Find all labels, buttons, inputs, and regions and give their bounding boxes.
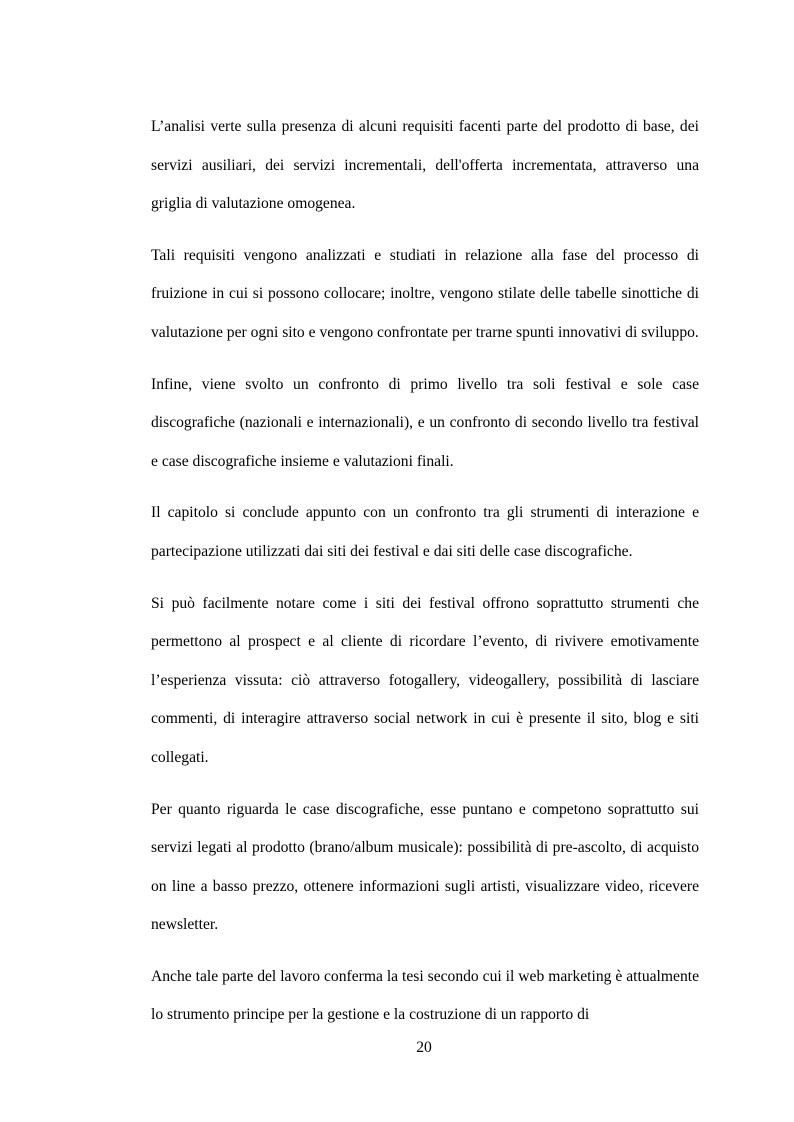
paragraph-7: Anche tale parte del lavoro conferma la tesi secondo cui il web marketing è attualmente lo strumento principe per la gestione e la costruzione di un rapporto di bbox=[151, 967, 699, 1024]
paragraph-2: Tali requisiti vengono analizzati e studiati in relazione alla fase del processo di fruizione in cui si possono collocare; inoltre, vengono stilate delle tabelle sinottiche di valutazione per ogni sito e vengono confrontate per trarne spunti innovativi di sviluppo. bbox=[151, 246, 699, 341]
paragraph-4: Il capitolo si conclude appunto con un confronto tra gli strumenti di interazione e partecipazione utilizzati dai siti dei festival e dai siti delle case discografiche. bbox=[151, 504, 699, 560]
paragraph-1: L’analisi verte sulla presenza di alcuni requisiti facenti parte del prodotto di base, dei servizi ausiliari, dei servizi incrementali, dell'offerta incrementata, attraverso una griglia di valutazione omogenea. bbox=[151, 118, 699, 213]
body-text bbox=[151, 108, 699, 1048]
page-number: 20 bbox=[416, 1039, 432, 1056]
paragraph-6: Per quanto riguarda le case discografiche, esse puntano e competono soprattutto sui servizi legati al prodotto (brano/album musicale): possibilità di pre-ascolto, di acquisto on line a basso prezzo, ottenere informazioni sugli artisti, visualizzare video, ricevere newsletter. bbox=[151, 800, 699, 934]
paragraph-3: Infine, viene svolto un confronto di primo livello tra soli festival e sole case discografiche (nazionali e internazionali), e un confronto di secondo livello tra festival e case discografiche insieme e valutazioni finali. bbox=[151, 375, 699, 470]
paragraph-5: Si può facilmente notare come i siti dei festival offrono soprattutto strumenti che permettono al prospect e al cliente di ricordare l’evento, di rivivere emotivamente l’esperienza vissuta: ciò attraverso fotogallery, videogallery, possibilità di lasciare commenti, di interagire attraverso social network in cui è presente il sito, blog e siti collegati. bbox=[151, 594, 699, 766]
